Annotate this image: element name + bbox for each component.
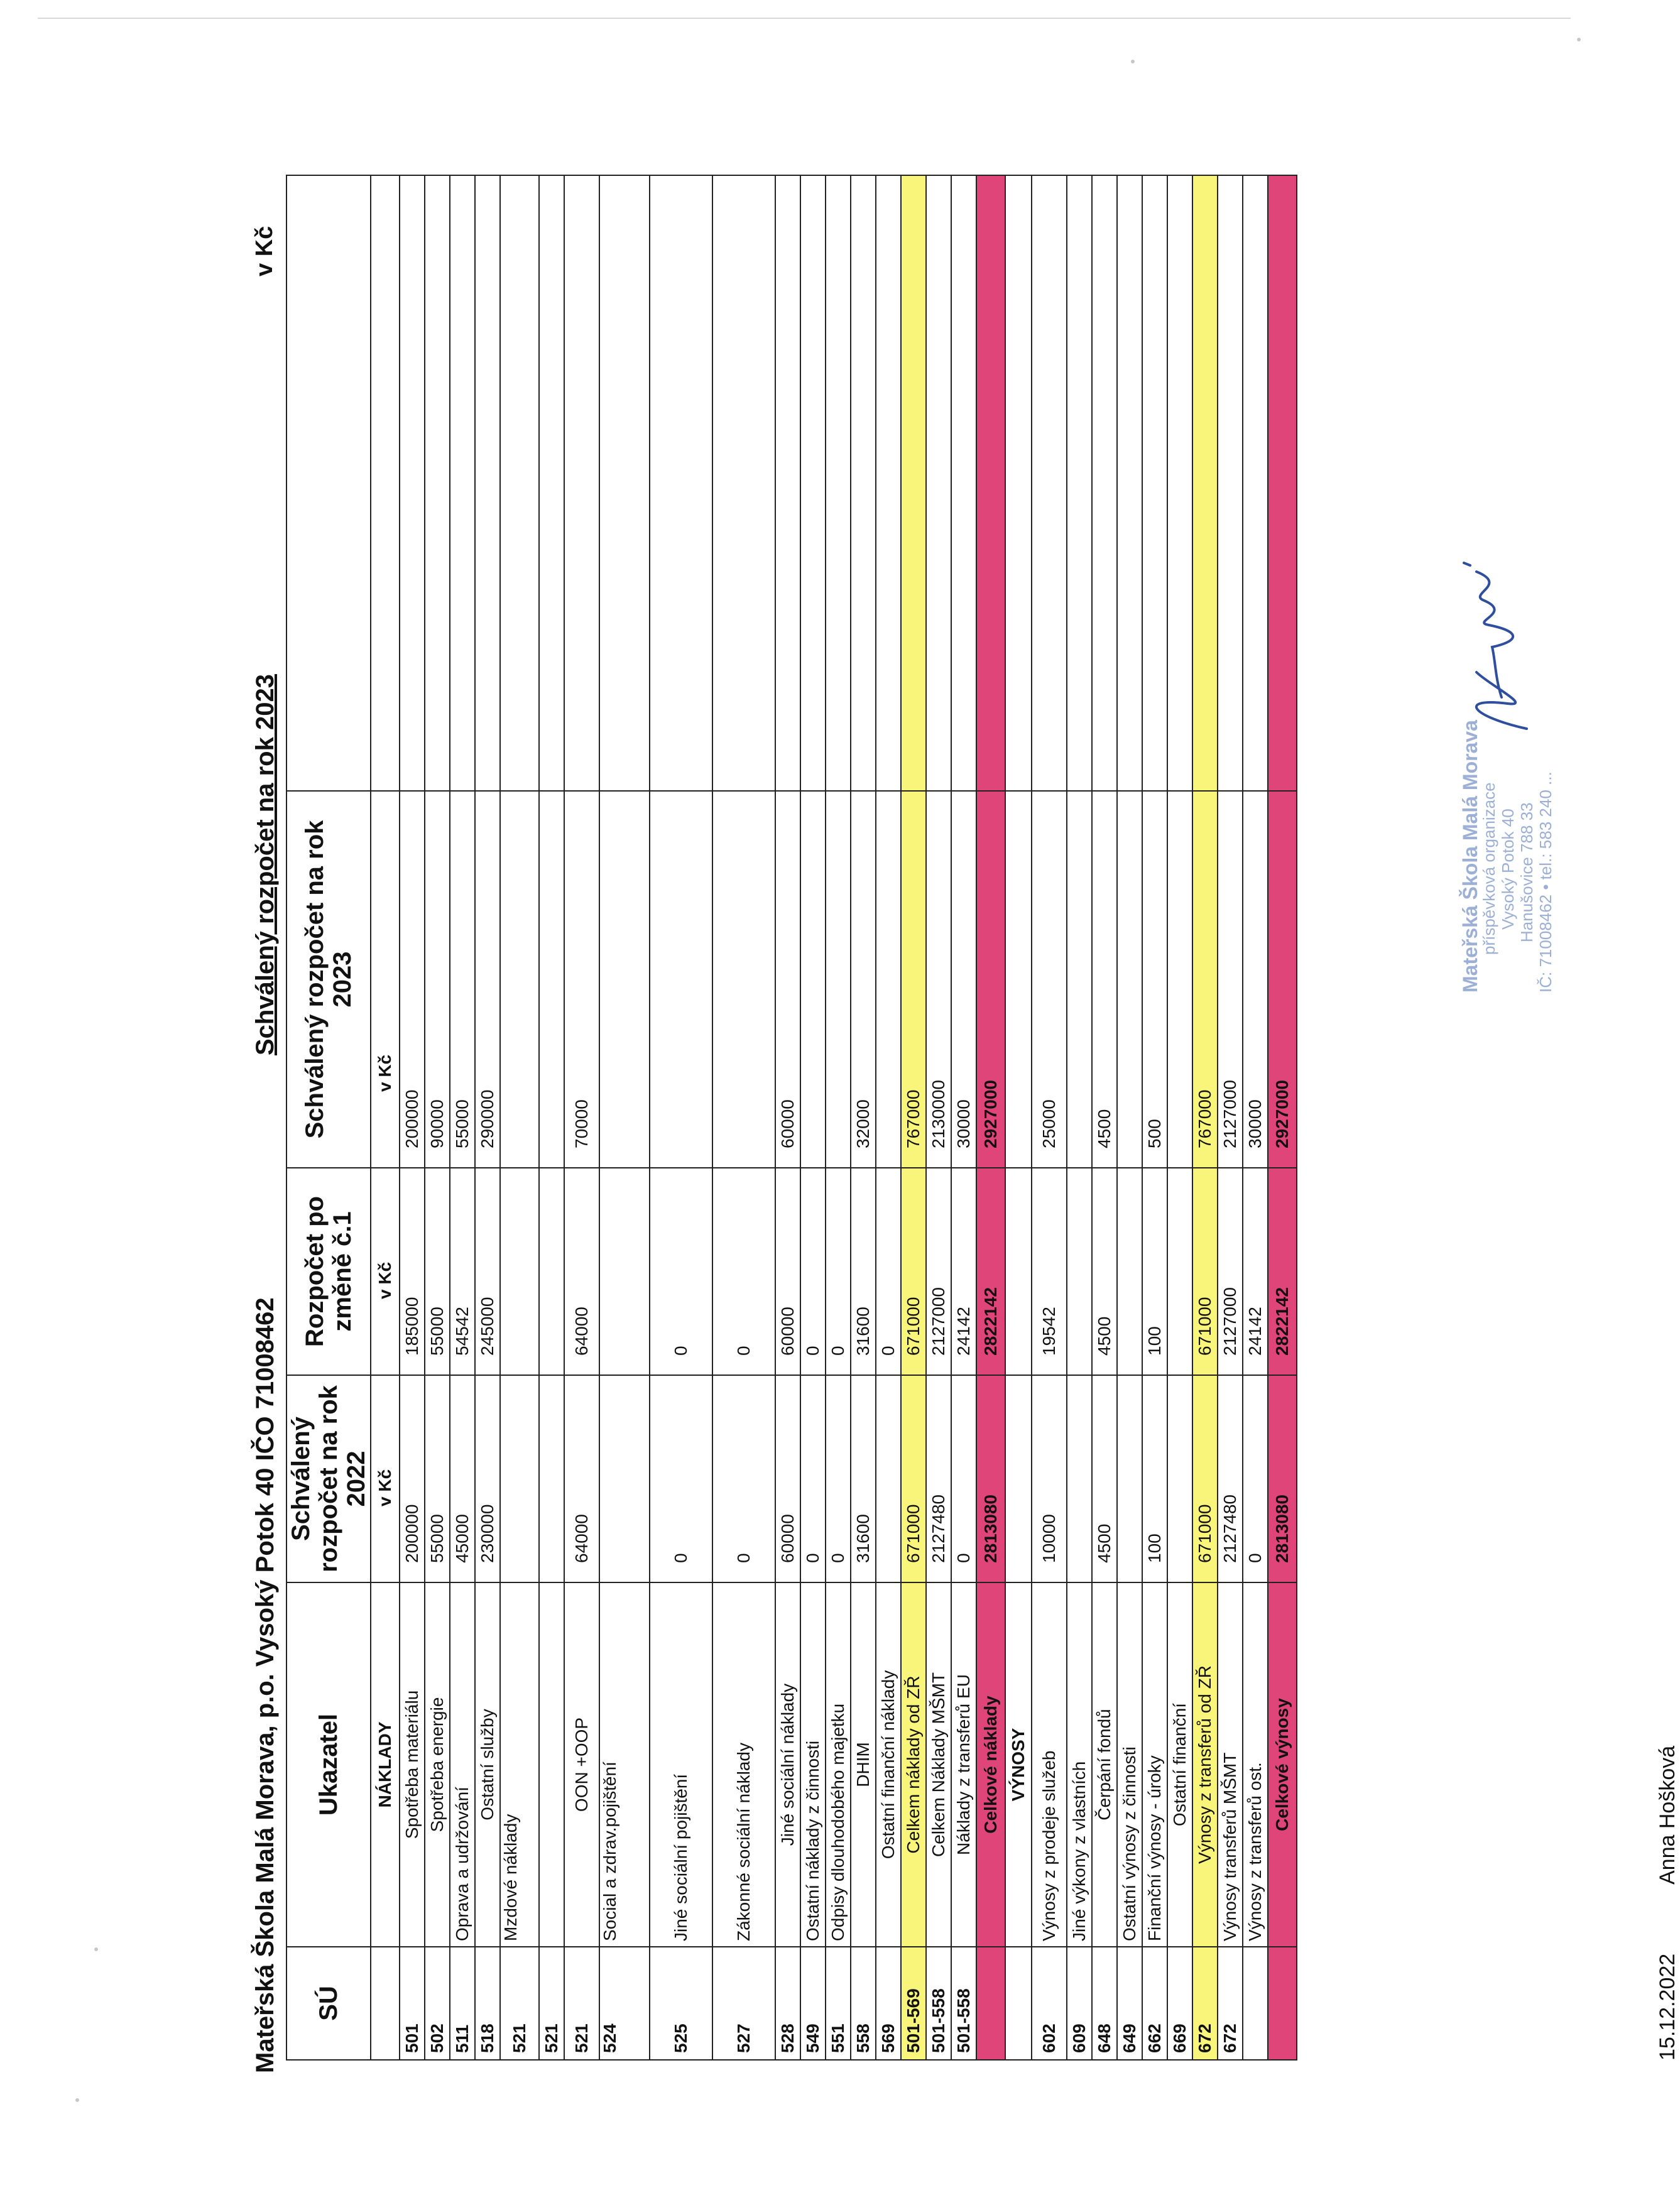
cell-value-zmena: 4500 bbox=[1092, 1168, 1117, 1375]
cell-empty bbox=[425, 175, 450, 791]
cell-ukazatel: Celkové náklady bbox=[976, 1582, 1005, 1947]
cell-empty bbox=[500, 175, 539, 791]
table-row bbox=[1092, 175, 1117, 2060]
cell-value-2023 bbox=[800, 791, 826, 1168]
cell-ukazatel: NÁKLADY bbox=[371, 1582, 400, 1947]
table-header-row bbox=[286, 175, 371, 2060]
cell-su: 502 bbox=[425, 1947, 450, 2060]
cell-value-zmena bbox=[539, 1168, 564, 1375]
table-row bbox=[425, 175, 450, 2060]
cell-su: 549 bbox=[800, 1947, 826, 2060]
table-row bbox=[450, 175, 475, 2060]
cell-unit-2022: v Kč bbox=[371, 1375, 400, 1582]
cell-su: 501-569 bbox=[901, 1947, 926, 2060]
cell-su: 569 bbox=[876, 1947, 901, 2060]
cell-value-2023: 2127000 bbox=[1218, 791, 1243, 1168]
cell-su: 528 bbox=[775, 1947, 800, 2060]
cell-su: 501-558 bbox=[951, 1947, 976, 2060]
table-row bbox=[599, 175, 650, 2060]
cell-value-2023: 70000 bbox=[564, 791, 599, 1168]
cell-value-2023: 55000 bbox=[450, 791, 475, 1168]
cell-value-2022: 230000 bbox=[475, 1375, 500, 1582]
cell-ukazatel: Výnosy z prodeje služeb bbox=[1032, 1582, 1067, 1947]
cell-value-2022 bbox=[1005, 1375, 1032, 1582]
cell-value-zmena: 24142 bbox=[1243, 1168, 1268, 1375]
cell-value-2022: 64000 bbox=[564, 1375, 599, 1582]
cell-ukazatel: Jiné výkony z vlastních bbox=[1067, 1582, 1092, 1947]
cell-su: 527 bbox=[712, 1947, 775, 2060]
cell-value-2023 bbox=[650, 791, 712, 1168]
cell-ukazatel: Výnosy z transferů od ZŘ bbox=[1192, 1582, 1218, 1947]
table-row bbox=[1142, 175, 1167, 2060]
cell-value-2023 bbox=[876, 791, 901, 1168]
cell-value-2023: 500 bbox=[1142, 791, 1167, 1168]
cell-value-2022: 2127480 bbox=[926, 1375, 951, 1582]
cell-value-zmena: 55000 bbox=[425, 1168, 450, 1375]
cell-su: 609 bbox=[1067, 1947, 1092, 2060]
column-header-zmena-text: Rozpočet po změně č.1 bbox=[301, 1196, 356, 1347]
cell-empty bbox=[400, 175, 425, 791]
cell-value-2023: 290000 bbox=[475, 791, 500, 1168]
cell-ukazatel: Mzdové náklady bbox=[500, 1582, 539, 1947]
cell-ukazatel: Výnosy z transferů ost. bbox=[1243, 1582, 1268, 1947]
cell-value-2023: 4500 bbox=[1092, 791, 1117, 1168]
cell-ukazatel: Finanční výnosy - úroky bbox=[1142, 1582, 1167, 1947]
cell-value-zmena: 2822142 bbox=[1268, 1168, 1297, 1375]
table-row bbox=[539, 175, 564, 2060]
table-row bbox=[1243, 175, 1268, 2060]
cell-value-2022: 0 bbox=[1243, 1375, 1268, 1582]
cell-ukazatel: Oprava a udržování bbox=[450, 1582, 475, 1947]
cell-ukazatel: Spotřeba materiálu bbox=[400, 1582, 425, 1947]
table-row-highlight-pink bbox=[976, 175, 1005, 2060]
cell-value-2023 bbox=[1117, 791, 1142, 1168]
organization-stamp bbox=[1461, 722, 1555, 993]
cell-ukazatel: OON +OOP bbox=[564, 1582, 599, 1947]
cell-ukazatel bbox=[539, 1582, 564, 1947]
cell-empty bbox=[450, 175, 475, 791]
table-row bbox=[826, 175, 851, 2060]
cell-empty bbox=[1268, 175, 1297, 791]
cell-su: 511 bbox=[450, 1947, 475, 2060]
cell-ukazatel: Ostatní náklady z činnosti bbox=[800, 1582, 826, 1947]
table-row bbox=[400, 175, 425, 2060]
table-row bbox=[564, 175, 599, 2060]
table-row bbox=[500, 175, 539, 2060]
cell-su: 501-558 bbox=[926, 1947, 951, 2060]
table-row bbox=[876, 175, 901, 2060]
table-row bbox=[851, 175, 876, 2060]
table-row-highlight-pink bbox=[1268, 175, 1297, 2060]
column-header-empty bbox=[286, 175, 371, 791]
cell-ukazatel: Zákonné sociální náklady bbox=[712, 1582, 775, 1947]
cell-empty bbox=[475, 175, 500, 791]
cell-value-zmena bbox=[1067, 1168, 1092, 1375]
table-row bbox=[712, 175, 775, 2060]
cell-empty bbox=[1117, 175, 1142, 791]
cell-empty bbox=[1243, 175, 1268, 791]
cell-su: 521 bbox=[500, 1947, 539, 2060]
cell-value-zmena: 0 bbox=[800, 1168, 826, 1375]
cell-empty bbox=[712, 175, 775, 791]
cell-ukazatel: Ostatní finanční bbox=[1167, 1582, 1192, 1947]
cell-value-zmena: 31600 bbox=[851, 1168, 876, 1375]
cell-value-2023 bbox=[500, 791, 539, 1168]
cell-empty bbox=[800, 175, 826, 791]
cell-su: 525 bbox=[650, 1947, 712, 2060]
cell-empty bbox=[1142, 175, 1167, 791]
cell-value-2022: 2127480 bbox=[1218, 1375, 1243, 1582]
cell-empty bbox=[1067, 175, 1092, 791]
cell-empty bbox=[1192, 175, 1218, 791]
table-row bbox=[800, 175, 826, 2060]
cell-value-zmena: 0 bbox=[826, 1168, 851, 1375]
column-header-ukazatel: Ukazatel bbox=[286, 1582, 371, 1947]
cell-value-zmena: 0 bbox=[712, 1168, 775, 1375]
cell-value-2023 bbox=[712, 791, 775, 1168]
cell-value-2022: 0 bbox=[951, 1375, 976, 1582]
stamp-line: IČ: 71008462 • tel.: 583 240 ... bbox=[1536, 771, 1555, 993]
cell-su: 649 bbox=[1117, 1947, 1142, 2060]
cell-su bbox=[1268, 1947, 1297, 2060]
table-row bbox=[1218, 175, 1243, 2060]
table-row bbox=[1067, 175, 1092, 2060]
table-row bbox=[1005, 175, 1032, 2060]
cell-value-2022: 0 bbox=[826, 1375, 851, 1582]
table-row bbox=[475, 175, 500, 2060]
cell-value-2022 bbox=[500, 1375, 539, 1582]
cell-empty bbox=[539, 175, 564, 791]
table-row bbox=[775, 175, 800, 2060]
column-header-2022 bbox=[286, 1375, 371, 1582]
cell-ukazatel: Náklady z transferů EU bbox=[951, 1582, 976, 1947]
cell-value-2022 bbox=[1067, 1375, 1092, 1582]
cell-value-2022 bbox=[599, 1375, 650, 1582]
cell-value-zmena: 54542 bbox=[450, 1168, 475, 1375]
cell-ukazatel: Celkem náklady od ZŘ bbox=[901, 1582, 926, 1947]
cell-value-2022: 60000 bbox=[775, 1375, 800, 1582]
table-row bbox=[1117, 175, 1142, 2060]
stamp-line: Mateřská Škola Malá Morava bbox=[1459, 720, 1481, 993]
cell-value-zmena bbox=[500, 1168, 539, 1375]
column-header-zmena bbox=[286, 1168, 371, 1375]
cell-su bbox=[371, 1947, 400, 2060]
cell-su: 521 bbox=[539, 1947, 564, 2060]
cell-value-2022: 100 bbox=[1142, 1375, 1167, 1582]
table-row bbox=[650, 175, 712, 2060]
cell-value-2022: 0 bbox=[650, 1375, 712, 1582]
cell-ukazatel: Jiné sociální pojištění bbox=[650, 1582, 712, 1947]
cell-value-zmena: 2822142 bbox=[976, 1168, 1005, 1375]
cell-empty bbox=[901, 175, 926, 791]
cell-value-2022: 2813080 bbox=[1268, 1375, 1297, 1582]
cell-su bbox=[1005, 1947, 1032, 2060]
cell-value-2023: 25000 bbox=[1032, 791, 1067, 1168]
table-row-highlight-yellow bbox=[901, 175, 926, 2060]
cell-value-zmena: 64000 bbox=[564, 1168, 599, 1375]
table-row bbox=[1032, 175, 1067, 2060]
cell-su: 648 bbox=[1092, 1947, 1117, 2060]
cell-value-zmena: 0 bbox=[876, 1168, 901, 1375]
school-heading: Mateřská Škola Malá Morava, p.o. Vysoký Potok 40 IČO 71008462 bbox=[251, 1297, 279, 2073]
cell-value-2022: 200000 bbox=[400, 1375, 425, 1582]
document-title: Schválený rozpočet na rok 2023 bbox=[251, 674, 279, 1055]
cell-value-2022: 10000 bbox=[1032, 1375, 1067, 1582]
cell-ukazatel: Čerpání fondů bbox=[1092, 1582, 1117, 1947]
cell-value-2022: 671000 bbox=[901, 1375, 926, 1582]
cell-ukazatel: Jiné sociální náklady bbox=[775, 1582, 800, 1947]
cell-value-zmena: 2127000 bbox=[1218, 1168, 1243, 1375]
table-row bbox=[371, 175, 400, 2060]
cell-value-2022: 55000 bbox=[425, 1375, 450, 1582]
cell-value-2022: 4500 bbox=[1092, 1375, 1117, 1582]
table-row-highlight-yellow bbox=[1192, 175, 1218, 2060]
document-date: 15.12.2022 bbox=[1655, 1953, 1679, 2061]
budget-table bbox=[286, 175, 1297, 2061]
cell-empty bbox=[876, 175, 901, 791]
cell-value-2023 bbox=[1005, 791, 1032, 1168]
cell-ukazatel: Odpisy dlouhodobého majetku bbox=[826, 1582, 851, 1947]
column-header-2023-text: Schválený rozpočet na rok 2023 bbox=[301, 820, 356, 1139]
table-row bbox=[1167, 175, 1192, 2060]
table-row bbox=[926, 175, 951, 2060]
cell-value-zmena: 185000 bbox=[400, 1168, 425, 1375]
cell-value-2023: 2130000 bbox=[926, 791, 951, 1168]
cell-value-2023: 2927000 bbox=[1268, 791, 1297, 1168]
cell-su bbox=[1243, 1947, 1268, 2060]
cell-empty bbox=[775, 175, 800, 791]
cell-value-2023 bbox=[1067, 791, 1092, 1168]
currency-unit: v Kč bbox=[251, 226, 278, 276]
cell-empty bbox=[1032, 175, 1067, 791]
cell-value-2023 bbox=[826, 791, 851, 1168]
cell-ukazatel: Spotřeba energie bbox=[425, 1582, 450, 1947]
cell-value-zmena: 245000 bbox=[475, 1168, 500, 1375]
column-header-2022-text: Schválený rozpočet na rok 2022 bbox=[287, 1385, 370, 1572]
cell-value-zmena bbox=[1005, 1168, 1032, 1375]
cell-value-2023: 2927000 bbox=[976, 791, 1005, 1168]
cell-unit-zmena: v Kč bbox=[371, 1168, 400, 1375]
cell-su: 672 bbox=[1218, 1947, 1243, 2060]
cell-su: 521 bbox=[564, 1947, 599, 2060]
cell-value-2022: 45000 bbox=[450, 1375, 475, 1582]
cell-su: 524 bbox=[599, 1947, 650, 2060]
cell-value-2023: 767000 bbox=[901, 791, 926, 1168]
cell-ukazatel: Výnosy transferů MŠMT bbox=[1218, 1582, 1243, 1947]
scan-speck bbox=[1577, 38, 1581, 41]
cell-empty bbox=[1218, 175, 1243, 791]
cell-ukazatel: DHIM bbox=[851, 1582, 876, 1947]
cell-value-2023: 32000 bbox=[851, 791, 876, 1168]
column-header-su: SÚ bbox=[286, 1947, 371, 2060]
cell-value-zmena: 60000 bbox=[775, 1168, 800, 1375]
cell-su: 518 bbox=[475, 1947, 500, 2060]
cell-ukazatel: Ostatní služby bbox=[475, 1582, 500, 1947]
cell-empty bbox=[1167, 175, 1192, 791]
cell-su: 662 bbox=[1142, 1947, 1167, 2060]
stamp-line: Vysoký Potok 40 bbox=[1498, 808, 1517, 930]
cell-value-zmena: 24142 bbox=[951, 1168, 976, 1375]
cell-value-2022: 0 bbox=[712, 1375, 775, 1582]
column-header-2023 bbox=[286, 791, 371, 1168]
cell-value-2023 bbox=[539, 791, 564, 1168]
author-name: Anna Hošková bbox=[1655, 1745, 1679, 1885]
cell-value-zmena bbox=[1167, 1168, 1192, 1375]
cell-ukazatel: Ostatní výnosy z činnosti bbox=[1117, 1582, 1142, 1947]
table-row bbox=[951, 175, 976, 2060]
cell-value-zmena bbox=[599, 1168, 650, 1375]
cell-value-zmena: 671000 bbox=[1192, 1168, 1218, 1375]
cell-value-2022: 0 bbox=[800, 1375, 826, 1582]
cell-value-2023: 30000 bbox=[951, 791, 976, 1168]
cell-empty bbox=[1005, 175, 1032, 791]
cell-empty bbox=[976, 175, 1005, 791]
cell-value-2023 bbox=[599, 791, 650, 1168]
cell-empty bbox=[826, 175, 851, 791]
cell-value-zmena: 19542 bbox=[1032, 1168, 1067, 1375]
cell-su: 558 bbox=[851, 1947, 876, 2060]
cell-su: 602 bbox=[1032, 1947, 1067, 2060]
cell-value-zmena: 671000 bbox=[901, 1168, 926, 1375]
cell-su: 669 bbox=[1167, 1947, 1192, 2060]
cell-empty bbox=[926, 175, 951, 791]
cell-ukazatel: VÝNOSY bbox=[1005, 1582, 1032, 1947]
cell-empty bbox=[650, 175, 712, 791]
stamp-line: příspěvková organizace bbox=[1480, 782, 1498, 955]
cell-ukazatel: Celkové výnosy bbox=[1268, 1582, 1297, 1947]
cell-empty bbox=[599, 175, 650, 791]
cell-value-zmena: 2127000 bbox=[926, 1168, 951, 1375]
cell-value-2023 bbox=[1167, 791, 1192, 1168]
cell-empty bbox=[371, 175, 400, 791]
cell-empty bbox=[1092, 175, 1117, 791]
cell-value-2023: 200000 bbox=[400, 791, 425, 1168]
cell-value-2022 bbox=[539, 1375, 564, 1582]
cell-ukazatel: Ostatní finanční náklady bbox=[876, 1582, 901, 1947]
cell-ukazatel: Celkem Náklady MŠMT bbox=[926, 1582, 951, 1947]
cell-su: 501 bbox=[400, 1947, 425, 2060]
cell-value-2023: 767000 bbox=[1192, 791, 1218, 1168]
cell-value-2023: 60000 bbox=[775, 791, 800, 1168]
cell-value-2022: 2813080 bbox=[976, 1375, 1005, 1582]
cell-value-2022: 31600 bbox=[851, 1375, 876, 1582]
cell-su: 551 bbox=[826, 1947, 851, 2060]
cell-su bbox=[976, 1947, 1005, 2060]
cell-empty bbox=[851, 175, 876, 791]
cell-empty bbox=[564, 175, 599, 791]
cell-value-2022: 671000 bbox=[1192, 1375, 1218, 1582]
cell-ukazatel: Social a zdrav.pojištění bbox=[599, 1582, 650, 1947]
cell-value-zmena bbox=[1117, 1168, 1142, 1375]
handwritten-signature bbox=[1432, 553, 1558, 741]
cell-value-zmena: 100 bbox=[1142, 1168, 1167, 1375]
cell-empty bbox=[951, 175, 976, 791]
stamp-line: Hanušovice 788 33 bbox=[1517, 802, 1536, 942]
cell-unit-2023: v Kč bbox=[371, 791, 400, 1168]
cell-su: 672 bbox=[1192, 1947, 1218, 2060]
cell-value-2023: 30000 bbox=[1243, 791, 1268, 1168]
cell-value-zmena: 0 bbox=[650, 1168, 712, 1375]
cell-value-2022 bbox=[876, 1375, 901, 1582]
cell-value-2022 bbox=[1167, 1375, 1192, 1582]
cell-value-2022 bbox=[1117, 1375, 1142, 1582]
cell-value-2023: 90000 bbox=[425, 791, 450, 1168]
